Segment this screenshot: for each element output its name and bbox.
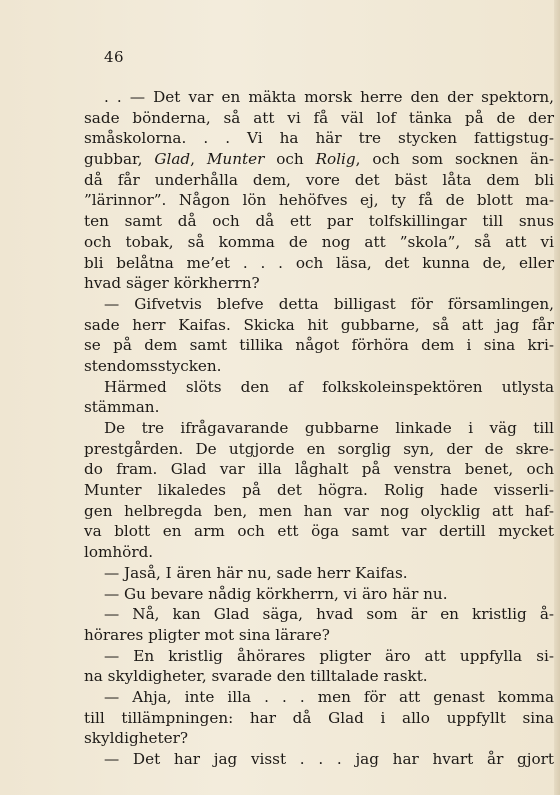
text-line: prestgården. De utgjorde en sorglig syn, der de skre- <box>84 439 554 458</box>
text-line: — Det har jag visst . . . jag har hvart år gjort <box>104 750 554 768</box>
text-line: och tobak, så komma de nog att ”skola”, så att vi <box>84 232 554 251</box>
text-line: — Ahja, inte illa . . . men för att genast komma <box>104 687 554 706</box>
text-line: — Gifvetvis blefve detta billigast för församlingen, <box>104 294 554 313</box>
text-line: till tillämpningen: har då Glad i allo uppfyllt sina <box>84 708 554 727</box>
text-line: ten samt då och då ett par tolfskillingar till snus <box>84 212 554 231</box>
page-number: 46 <box>104 48 125 66</box>
text-line: sade herr Kaifas. Skicka hit gubbarne, så att jag får <box>84 315 554 334</box>
text-line: sade bönderna, så att vi få väl lof tänka på de der <box>84 108 554 127</box>
body-text <box>84 87 554 770</box>
text-line: va blott en arm och ett öga samt var dertill mycket <box>84 522 554 541</box>
text-line: Munter likaledes på det högra. Rolig hade visserli- <box>84 481 554 500</box>
text-line: gubbar, Glad, Munter och Rolig, och som socknen än- <box>84 150 555 169</box>
text-line: lomhörd. <box>84 543 154 562</box>
text-line: — En kristlig åhörares pligter äro att uppfylla si- <box>104 646 554 665</box>
text-line: na skyldigheter, svarade den tilltalade raskt. <box>84 667 428 686</box>
text-line: — Nå, kan Glad säga, hvad som är en kristlig å- <box>104 605 554 624</box>
text-line: De tre ifrågavarande gubbarne linkade i väg till <box>104 419 554 437</box>
text-line: då får underhålla dem, vore det bäst låta dem bli <box>84 170 554 189</box>
text-line: stendomsstycken. <box>84 356 222 375</box>
text-line: do fram. Glad var illa låghalt på venstra benet, och <box>84 460 554 479</box>
text-line: se på dem samt tillika något förhöra dem i sina kri- <box>84 336 554 355</box>
text-line: hörares pligter mot sina lärare? <box>84 625 330 644</box>
text-line: . . — Det var en mäkta morsk herre den der spektorn, <box>104 88 554 106</box>
text-line: — Gu bevare nådig körkherrn, vi äro här nu. <box>104 584 448 603</box>
text-line: gen helbregda ben, men han var nog olycklig att haf- <box>84 501 554 520</box>
text-line: skyldigheter? <box>84 729 188 748</box>
text-line: ”lärinnor”. Någon lön hehöfves ej, ty få de blott ma- <box>84 191 554 210</box>
text-line: Härmed slöts den af folkskoleinspektören utlysta <box>104 377 554 396</box>
page-edge <box>554 0 560 795</box>
text-line: — Jaså, I ären här nu, sade herr Kaifas. <box>104 563 408 582</box>
text-line: bli belåtna me’et . . . och läsa, det kunna de, eller <box>84 253 554 272</box>
text-line: småskolorna. . . Vi ha här tre stycken fattigstug- <box>84 129 554 148</box>
text-line: hvad säger körkherrn? <box>84 274 260 293</box>
text-line: stämman. <box>84 398 160 417</box>
